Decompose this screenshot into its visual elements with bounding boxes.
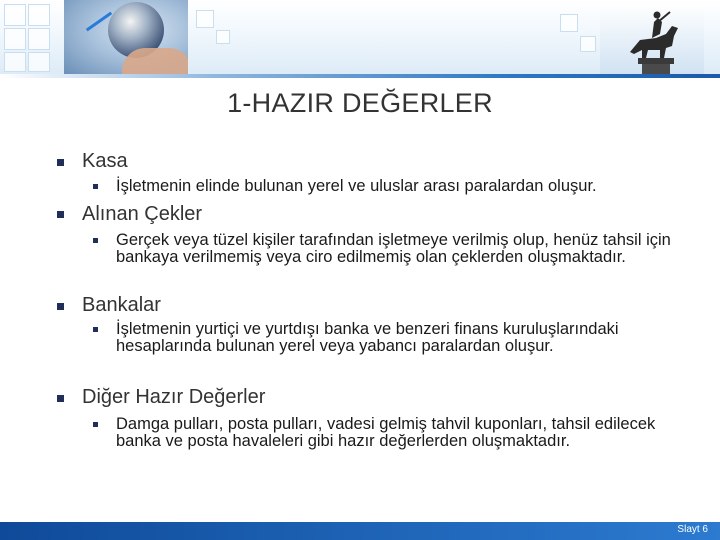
- sub-bullet-icon: [93, 238, 98, 243]
- decor-square: [4, 28, 26, 50]
- section-text: Damga pulları, posta pulları, vadesi gelmiş tahvil kuponları, tahsil edilecek banka ve posta havaleleri gibi hazır değerlerden oluşmaktadır.: [116, 415, 656, 450]
- decor-square: [560, 14, 578, 32]
- decor-square: [216, 30, 230, 44]
- equestrian-statue-icon: [600, 4, 704, 76]
- decor-square: [28, 4, 50, 26]
- page-title: 1-HAZIR DEĞERLER: [227, 88, 493, 118]
- decor-square: [580, 36, 596, 52]
- decor-square: [28, 28, 50, 50]
- section-text: Gerçek veya tüzel kişiler tarafından işletmeye verilmiş olup, henüz tahsil için bankaya verilmemiş veya ciro edilmemiş olan çeklerden oluşmaktadır.: [116, 231, 671, 266]
- bullet-icon: [57, 303, 64, 310]
- section-heading: Bankalar: [82, 294, 161, 316]
- bullet-icon: [57, 395, 64, 402]
- slide-number: Slayt 6: [677, 524, 708, 535]
- slide-footer: [0, 522, 720, 540]
- bullet-icon: [57, 211, 64, 218]
- sub-bullet-icon: [93, 422, 98, 427]
- section-heading: Diğer Hazır Değerler: [82, 386, 266, 408]
- decor-square: [196, 10, 214, 28]
- slide-header: [0, 0, 720, 78]
- bullet-icon: [57, 159, 64, 166]
- section-heading: Alınan Çekler: [82, 203, 203, 225]
- section-text: İşletmenin yurtiçi ve yurtdışı banka ve benzeri finans kuruluşlarındaki hesaplarında bulunan yerel veya yabancı paralardan oluşur.: [116, 320, 619, 355]
- decor-square: [4, 52, 26, 72]
- decor-square: [28, 52, 50, 72]
- sub-bullet-icon: [93, 327, 98, 332]
- section-text: İşletmenin elinde bulunan yerel ve uluslar arası paralardan oluşur.: [116, 177, 597, 195]
- sub-bullet-icon: [93, 184, 98, 189]
- section-heading: Kasa: [82, 150, 128, 172]
- globe-photo: [64, 0, 188, 75]
- decor-square: [4, 4, 26, 26]
- hand-icon: [122, 48, 188, 75]
- header-divider: [0, 74, 720, 78]
